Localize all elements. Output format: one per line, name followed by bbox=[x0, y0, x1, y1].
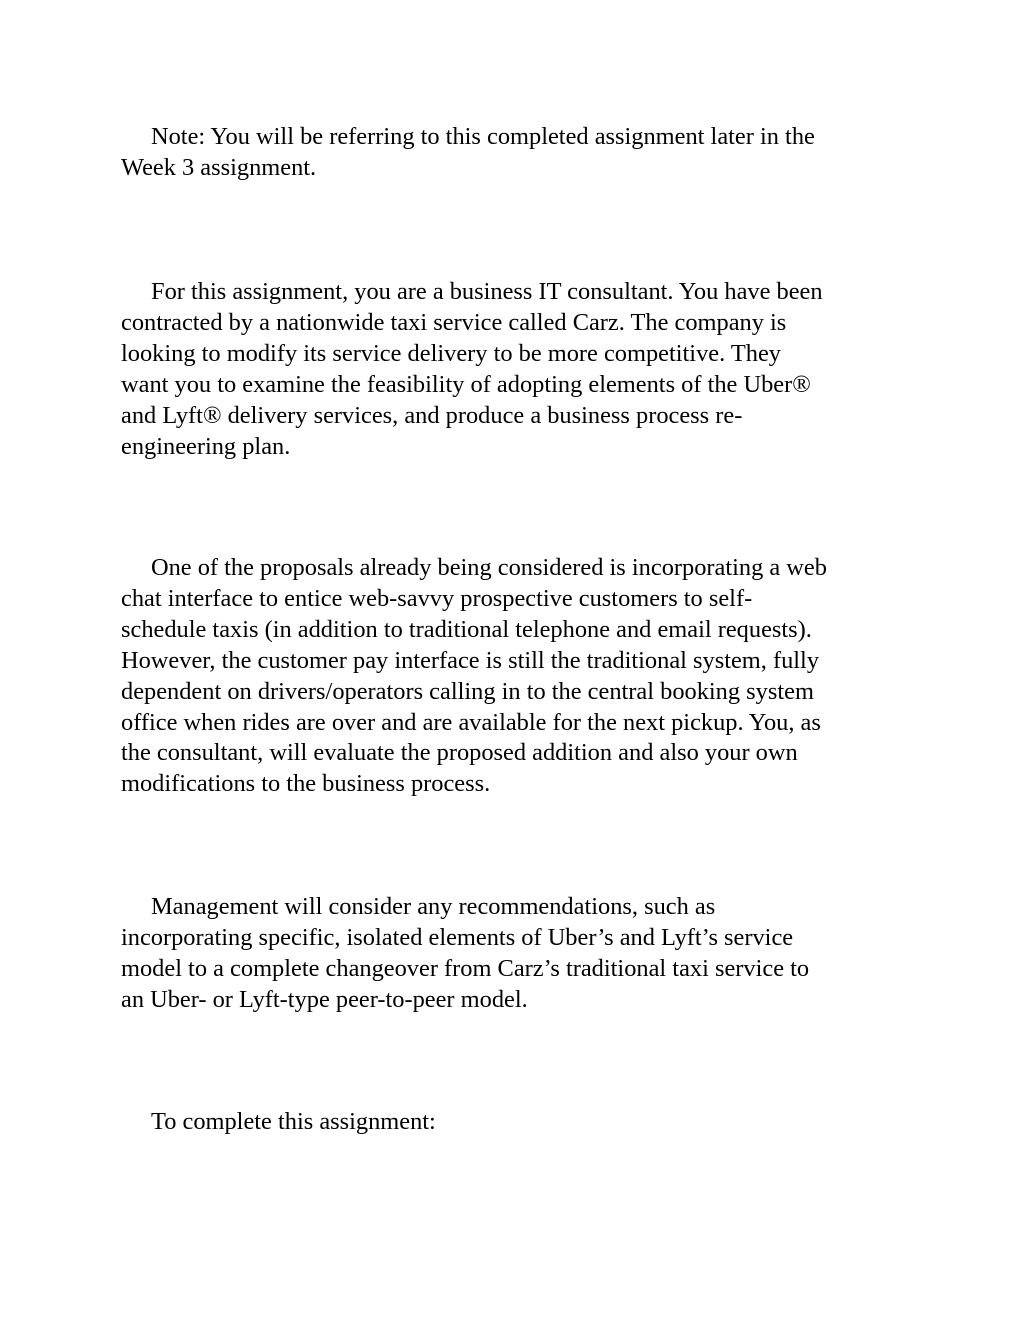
paragraph-line: dependent on drivers/operators calling in to the central booking system bbox=[121, 677, 814, 705]
paragraph-to-complete bbox=[121, 1107, 911, 1138]
paragraph-line: schedule taxis (in addition to traditional telephone and email requests). bbox=[121, 615, 812, 643]
paragraph-proposals bbox=[121, 553, 911, 800]
paragraph-assignment-intro bbox=[121, 277, 911, 462]
paragraph-line: contracted by a nationwide taxi service called Carz. The company is bbox=[121, 308, 787, 336]
paragraph-line: incorporating specific, isolated elements of Uber’s and Lyft’s service bbox=[121, 923, 794, 951]
paragraph-line: To complete this assignment: bbox=[151, 1108, 436, 1135]
paragraph-line: However, the customer pay interface is still the traditional system, fully bbox=[121, 646, 820, 674]
paragraph-line: engineering plan. bbox=[121, 432, 291, 460]
paragraph-line: For this assignment, you are a business IT consultant. You have been bbox=[151, 278, 823, 305]
paragraph-line: Management will consider any recommendations, such as bbox=[151, 893, 716, 920]
paragraph-management bbox=[121, 892, 911, 1016]
paragraph-line: One of the proposals already being considered is incorporating a web bbox=[151, 554, 827, 581]
paragraph-line: Week 3 assignment. bbox=[121, 153, 317, 181]
paragraph-line: and Lyft® delivery services, and produce a business process re- bbox=[121, 401, 743, 429]
paragraph-line: office when rides are over and are available for the next pickup. You, as bbox=[121, 708, 821, 736]
paragraph-line: want you to examine the feasibility of adopting elements of the Uber® bbox=[121, 370, 811, 398]
paragraph-line: the consultant, will evaluate the proposed addition and also your own bbox=[121, 739, 798, 767]
paragraph-line: an Uber- or Lyft-type peer-to-peer model. bbox=[121, 985, 528, 1013]
paragraph-line: model to a complete changeover from Carz’s traditional taxi service to bbox=[121, 954, 810, 982]
paragraph-note bbox=[121, 122, 911, 184]
paragraph-line: Note: You will be referring to this completed assignment later in the bbox=[151, 123, 815, 150]
paragraph-line: chat interface to entice web-savvy prospective customers to self- bbox=[121, 584, 753, 612]
paragraph-line: modifications to the business process. bbox=[121, 770, 491, 798]
paragraph-line: looking to modify its service delivery to be more competitive. They bbox=[121, 339, 781, 367]
